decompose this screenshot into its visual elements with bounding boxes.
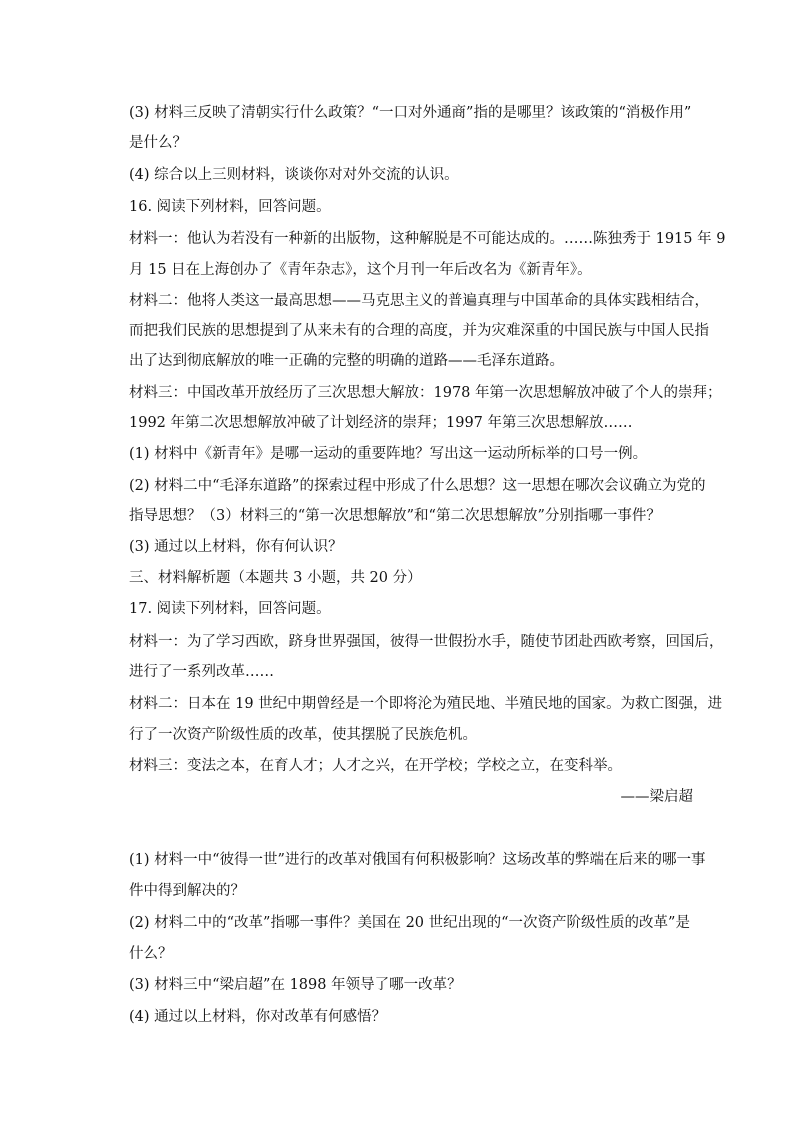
q15-sub4: (4) 综合以上三则材料，谈谈你对对外交流的认识。 xyxy=(129,167,459,183)
q16-material1-line2: 月 15 日在上海创办了《青年杂志》，这个月刊一年后改名为《新青年》。 xyxy=(129,262,592,278)
q16-sub2-line1: (2) 材料二中“毛泽东道路”的探索过程中形成了什么思想？这一思想在哪次会议确立为党的 xyxy=(129,478,706,494)
q16-material1-line1: 材料一：他认为若没有一种新的出版物，这种解脱是不可能达成的。……陈独秀于 1915 年 9 xyxy=(129,231,726,247)
q16-sub2-line2: 指导思想？（3）材料三的“第一次思想解放”和“第二次思想解放”分别指哪一事件？ xyxy=(129,508,661,524)
q17-sub1-line2: 件中得到解决的？ xyxy=(129,883,245,899)
q16-material3-line2: 1992 年第二次思想解放冲破了计划经济的崇拜；1997 年第三次思想解放…… xyxy=(129,415,633,431)
q16-title: 16. 阅读下列材料，回答问题。 xyxy=(129,199,331,215)
q16-sub3: (3) 通过以上材料，你有何认识？ xyxy=(129,539,343,555)
section3-heading: 三、材料解析题（本题共 3 小题，共 20 分） xyxy=(129,570,422,586)
q15-sub3-line2: 是什么？ xyxy=(129,135,187,151)
q17-sub2-line1: (2) 材料二中的“改革”指哪一事件？美国在 20 世纪出现的“一次资产阶级性质的改革”是 xyxy=(129,915,690,931)
q17-sub3: (3) 材料三中“梁启超”在 1898 年领导了哪一改革？ xyxy=(129,977,462,993)
q16-material3-line1: 材料三：中国改革开放经历了三次思想大解放：1978 年第一次思想解放冲破了个人的崇拜； xyxy=(129,385,722,401)
q17-material2-line2: 行了一次资产阶级性质的改革，使其摆脱了民族危机。 xyxy=(129,727,477,743)
q16-sub1: (1) 材料中《新青年》是哪一运动的重要阵地？写出这一运动所标举的口号一例。 xyxy=(129,446,648,462)
q17-material3-line1: 材料三：变法之本，在育人才；人才之兴，在开学校；学校之立，在变科举。 xyxy=(129,758,622,774)
q16-material2-line3: 出了达到彻底解放的唯一正确的完整的明确的道路——毛泽东道路。 xyxy=(129,353,564,369)
q17-material3-attribution: ——梁启超 xyxy=(620,789,693,805)
q16-material2-line1: 材料二：他将人类这一最高思想——马克思主义的普遍真理与中国革命的具体实践相结合， xyxy=(129,293,709,309)
q17-material2-line1: 材料二：日本在 19 世纪中期曾经是一个即将沦为殖民地、半殖民地的国家。为救亡图强，进 xyxy=(129,696,723,712)
q17-sub2-line2: 什么？ xyxy=(129,946,173,962)
q17-title: 17. 阅读下列材料，回答问题。 xyxy=(129,601,331,617)
q15-sub3-line1: (3) 材料三反映了清朝实行什么政策？“一口对外通商”指的是哪里？该政策的“消极作用” xyxy=(129,105,692,121)
q17-material1-line2: 进行了一系列改革…… xyxy=(129,664,274,680)
q17-material1-line1: 材料一：为了学习西欧，跻身世界强国，彼得一世假扮水手，随使节团赴西欧考察，回国后， xyxy=(129,634,724,650)
q16-material2-line2: 而把我们民族的思想提到了从来未有的合理的高度，并为灾难深重的中国民族与中国人民指 xyxy=(129,323,709,339)
q17-sub1-line1: (1) 材料一中“彼得一世”进行的改革对俄国有何积极影响？这场改革的弊端在后来的哪一事 xyxy=(129,852,706,868)
q17-sub4: (4) 通过以上材料，你对改革有何感悟？ xyxy=(129,1009,387,1025)
